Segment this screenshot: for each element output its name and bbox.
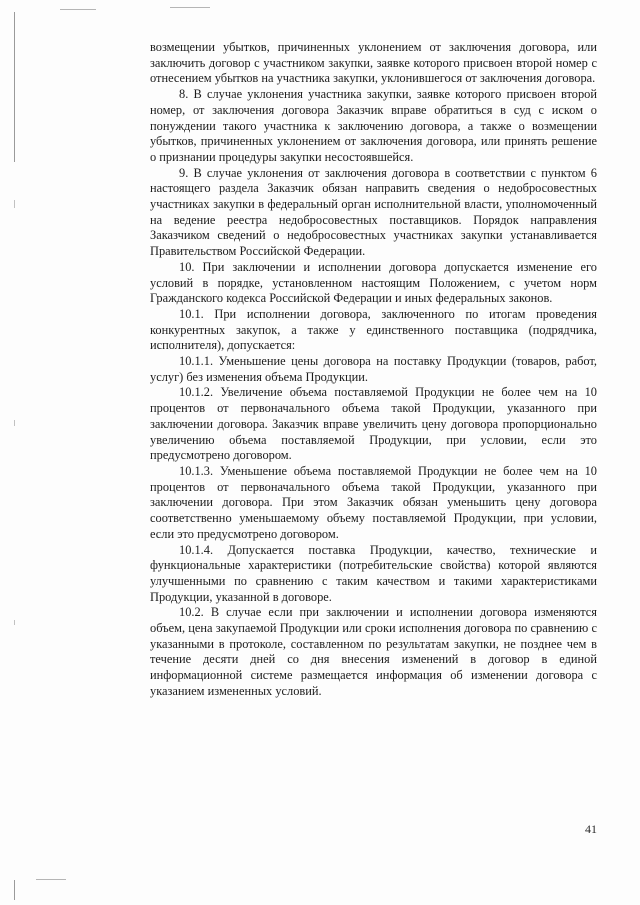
paragraph-10: 10. При заключении и исполнении договора допускается изменение его условий в порядке, установленном настоящим Положением, с учетом норм Гражданского кодекса Российской Федерации и иных федеральных законов. bbox=[150, 259, 597, 306]
binding-edge-line bbox=[14, 200, 15, 208]
paragraph: возмещении убытков, причиненных уклонением от заключения договора, или заключить договор с участником закупки, заявке которого присвоен второй номер с отнесением убытков на участника закупки, уклонившегося от заключения договора. bbox=[150, 40, 597, 86]
paragraph-10-1-3: 10.1.3. Уменьшение объема поставляемой Продукции не более чем на 10 процентов от первоначального объема такой Продукции, указанного при заключении договора. При этом Заказчик обязан уменьшить цену договора соответственно уменьшаемому объему поставляемой Продукции, при условии, если это предусмотрено договором. bbox=[150, 463, 597, 541]
paragraph-10-2: 10.2. В случае если при заключении и исполнении договора изменяются объем, цена закупаемой Продукции или сроки исполнения договора по сравнению с указанными в протоколе, составленном по результатам закупки, не позднее чем в течение десяти дней со дня внесения изменений в договор в единой информационной системе размещается информация об изменении договора с указанием измененных условий. bbox=[150, 605, 597, 698]
paragraph-10-1-1: 10.1.1. Уменьшение цены договора на поставку Продукции (товаров, работ, услуг) без изменения объема Продукции. bbox=[150, 354, 597, 384]
binding-edge-line bbox=[14, 620, 15, 625]
binding-edge-line bbox=[14, 880, 15, 900]
binding-edge-line bbox=[14, 12, 15, 162]
paragraph-9: 9. В случае уклонения от заключения договора в соответствии с пунктом 6 настоящего раздела Заказчик обязан направить сведения о недобросовестных участниках закупки в федеральный орган исполнительной власти, уполномоченный на ведение реестра недобросовестных поставщиков. Порядок направления Заказчиком сведений о недобросовестных участниках закупки устанавливается Правительством Российской Федерации. bbox=[150, 165, 597, 259]
edge-mark bbox=[36, 879, 66, 880]
page-number: 41 bbox=[585, 822, 597, 836]
paragraph-10-1: 10.1. При исполнении договора, заключенного по итогам проведения конкурентных закупок, а также у единственного поставщика (подрядчика, исполнителя), допускается: bbox=[150, 306, 597, 353]
paragraph-8: 8. В случае уклонения участника закупки, заявке которого присвоен второй номер, от заключения договора Заказчик вправе обратиться в суд с иском о понуждении такого участника к заключению договора, а также о возмещении убытков, причиненных уклонением от заключения договора, или принять решение о признании процедуры закупки несостоявшейся. bbox=[150, 87, 597, 164]
binding-edge-line bbox=[14, 420, 15, 426]
edge-mark bbox=[170, 7, 210, 8]
paragraph-10-1-2: 10.1.2. Увеличение объема поставляемой Продукции не более чем на 10 процентов от первоначального объема такой Продукции, указанного при заключении договора. Заказчик вправе увеличить цену договора пропорционально увеличению объема поставляемой Продукции, при условии, если это предусмотрено договором. bbox=[150, 385, 597, 463]
document-body bbox=[150, 40, 597, 700]
paragraph-10-1-4: 10.1.4. Допускается поставка Продукции, качество, технические и функциональные характеристики (потребительские свойства) которой являются улучшенными по сравнению с таким качеством и такими характеристиками Продукции, указанной в договоре. bbox=[150, 542, 597, 604]
edge-mark bbox=[60, 9, 96, 10]
